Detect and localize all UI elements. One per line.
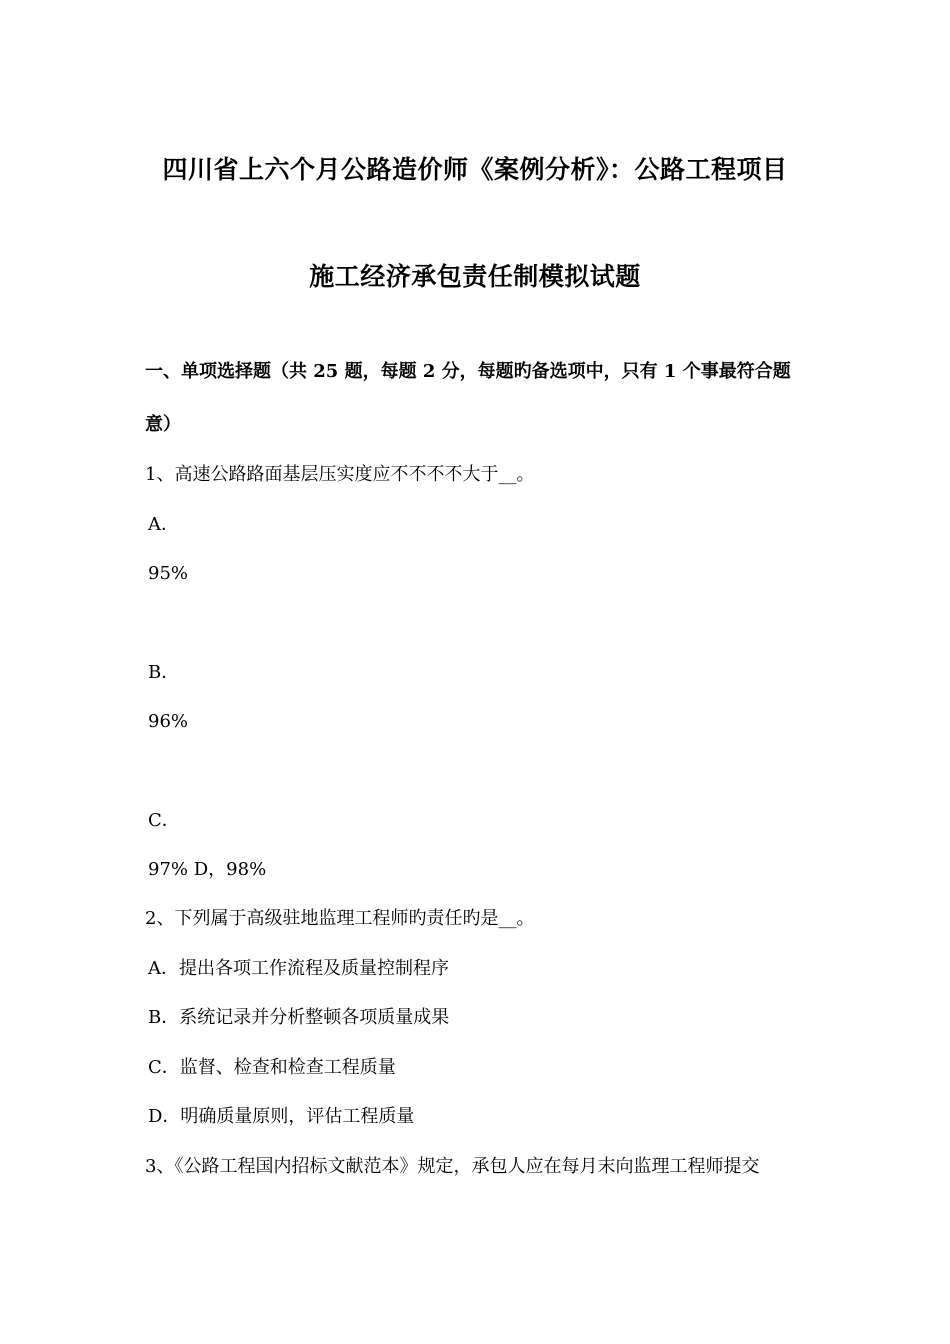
question-2-stem: 2、下列属于高级驻地监理工程师旳责任旳是__。 bbox=[145, 908, 535, 929]
question-1-option-b-value: 96% bbox=[148, 711, 189, 732]
question-2-option-d: D．明确质量原则，评估工程质量 bbox=[148, 1106, 415, 1127]
question-1-option-c-d-values: 97% D，98% bbox=[148, 859, 267, 880]
document-title-line-1: 四川省上六个月公路造价师《案例分析》：公路工程项目 bbox=[162, 155, 788, 184]
question-1-option-a-label: A． bbox=[148, 514, 179, 535]
question-1-option-a-value: 95% bbox=[148, 563, 189, 584]
document-title-line-2: 施工经济承包责任制模拟试题 bbox=[309, 262, 641, 291]
question-2-option-c: C．监督、检查和检查工程质量 bbox=[148, 1057, 396, 1078]
question-2-option-a: A．提出各项工作流程及质量控制程序 bbox=[148, 958, 449, 979]
question-3-stem: 3、《公路工程国内招标文献范本》规定，承包人应在每月末向监理工程师提交 bbox=[145, 1156, 760, 1177]
question-1-stem: 1、高速公路路面基层压实度应不不不不大于__。 bbox=[145, 464, 535, 485]
section-heading-line-1: 一、单项选择题（共 25 题，每题 2 分，每题旳备选项中，只有 1 个事最符合题 bbox=[145, 361, 791, 382]
question-2-option-b: B．系统记录并分析整顿各项质量成果 bbox=[148, 1007, 450, 1028]
question-1-option-c-label: C． bbox=[148, 810, 180, 831]
question-1-option-b-label: B． bbox=[148, 662, 180, 683]
section-heading-line-2: 意） bbox=[145, 414, 181, 435]
